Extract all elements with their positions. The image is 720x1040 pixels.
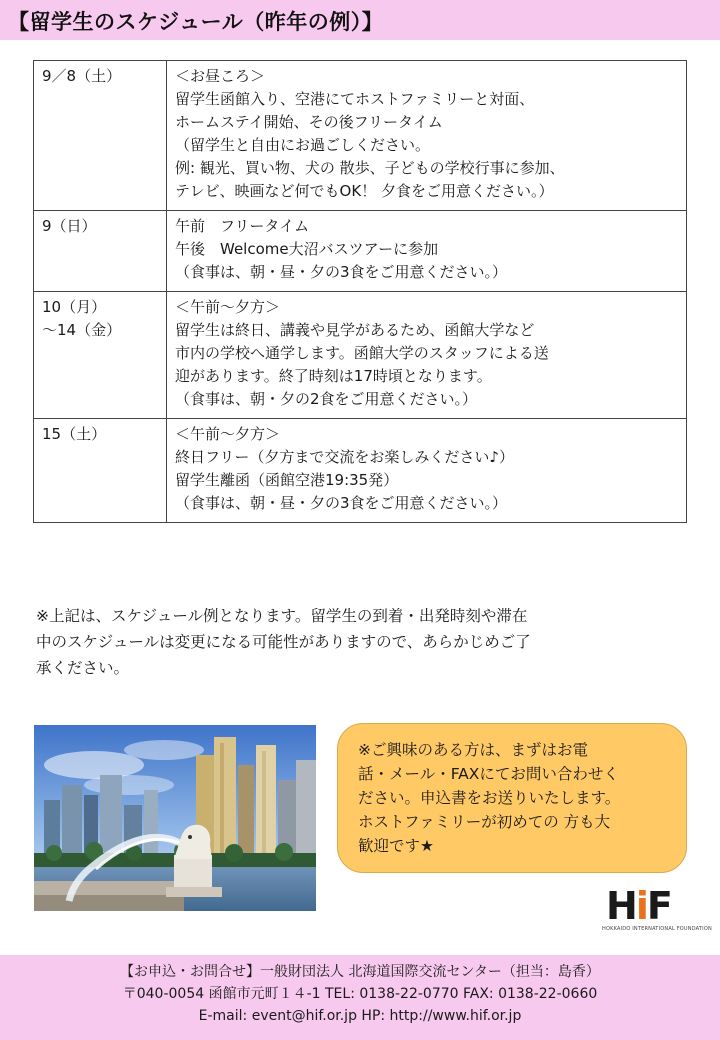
description-line: 留学生は終日、講義や見学があるため、函館大学など <box>175 321 535 339</box>
date-cell <box>34 292 167 419</box>
description-line: （食事は、朝・夕の2食をご用意ください。） <box>175 390 478 408</box>
note-line: 承ください。 <box>36 659 130 677</box>
description-line: （食事は、朝・昼・夕の3食をご用意ください。） <box>175 263 508 281</box>
callout-line: ※ご興味のある方は、まずはお電 <box>358 741 588 759</box>
date-text: 9（日） <box>42 217 97 235</box>
description-cell <box>167 61 687 211</box>
hif-logo <box>602 884 712 933</box>
note-line: 中のスケジュールは変更になる可能性がありますので、あらかじめご了 <box>36 633 531 651</box>
schedule-note <box>36 603 686 681</box>
description-line: テレビ、映画など何でもOK！ 夕食をご用意ください。） <box>175 182 554 200</box>
description-line: ＜午前～夕方＞ <box>175 298 281 316</box>
singapore-merlion-photo <box>34 725 316 911</box>
description-line: 留学生離函（函館空港19:35発） <box>175 471 399 489</box>
table-row <box>34 292 687 419</box>
date-cell <box>34 211 167 292</box>
inquiry-callout <box>337 723 687 873</box>
hif-logo-mark: HiF <box>606 884 671 928</box>
description-line: ＜お昼ころ＞ <box>175 67 266 85</box>
description-line: 午後 Welcome大沼バスツアーに参加 <box>175 240 439 258</box>
callout-line: 歓迎です★ <box>358 837 434 855</box>
description-line: 市内の学校へ通学します。函館大学のスタッフによる送 <box>175 344 549 362</box>
date-text: 9／8（土） <box>42 67 122 85</box>
description-line: 例: 観光、買い物、犬の 散歩、子どもの学校行事に参加、 <box>175 159 565 177</box>
date-cell <box>34 61 167 211</box>
description-line: ホームステイ開始、その後フリータイム <box>175 113 443 131</box>
date-text: 10（月） <box>42 298 107 316</box>
description-cell <box>167 419 687 523</box>
description-cell <box>167 292 687 419</box>
title-bar <box>0 0 720 40</box>
contact-footer <box>0 955 720 1040</box>
date-text: 15（土） <box>42 425 107 443</box>
description-line: ＜午前～夕方＞ <box>175 425 281 443</box>
callout-line: ださい。申込書をお送りいたします。 <box>358 789 621 807</box>
callout-line: 話・メール・FAXにてお問い合わせく <box>358 765 619 783</box>
note-line: ※上記は、スケジュール例となります。留学生の到着・出発時刻や滞在 <box>36 607 528 625</box>
page-title: 【留学生のスケジュール（昨年の例）】 <box>8 10 384 34</box>
description-line: 迎があります。終了時刻は17時頃となります。 <box>175 367 492 385</box>
skyline-illustration <box>34 725 316 911</box>
table-row <box>34 419 687 523</box>
schedule-table <box>33 60 687 523</box>
description-line: 午前 フリータイム <box>175 217 310 235</box>
date-cell <box>34 419 167 523</box>
description-line: 留学生函館入り、空港にてホストファミリーと対面、 <box>175 90 535 108</box>
hif-logo-subtitle: HOKKAIDO INTERNATIONAL FOUNDATION <box>602 926 712 932</box>
footer-web-line: E-mail: event@hif.or.jp HP: http://www.hif.or.jp <box>198 1008 522 1024</box>
footer-address-line: 〒040-0054 函館市元町１４-1 TEL: 0138-22-0770 FAX: 0138-22-0660 <box>122 986 598 1002</box>
table-row <box>34 211 687 292</box>
description-line: （留学生と自由にお過ごしください。 <box>175 136 431 154</box>
callout-line: ホストファミリーが初めての 方も大 <box>358 813 611 831</box>
description-line: （食事は、朝・昼・夕の3食をご用意ください。） <box>175 494 508 512</box>
table-row <box>34 61 687 211</box>
description-line: 終日フリー（夕方まで交流をお楽しみください♪） <box>175 448 514 466</box>
date-text: ～14（金） <box>42 321 122 339</box>
description-cell <box>167 211 687 292</box>
footer-contact-line: 【お申込・お問合せ】一般財団法人 北海道国際交流センター（担当：島香） <box>120 964 600 980</box>
